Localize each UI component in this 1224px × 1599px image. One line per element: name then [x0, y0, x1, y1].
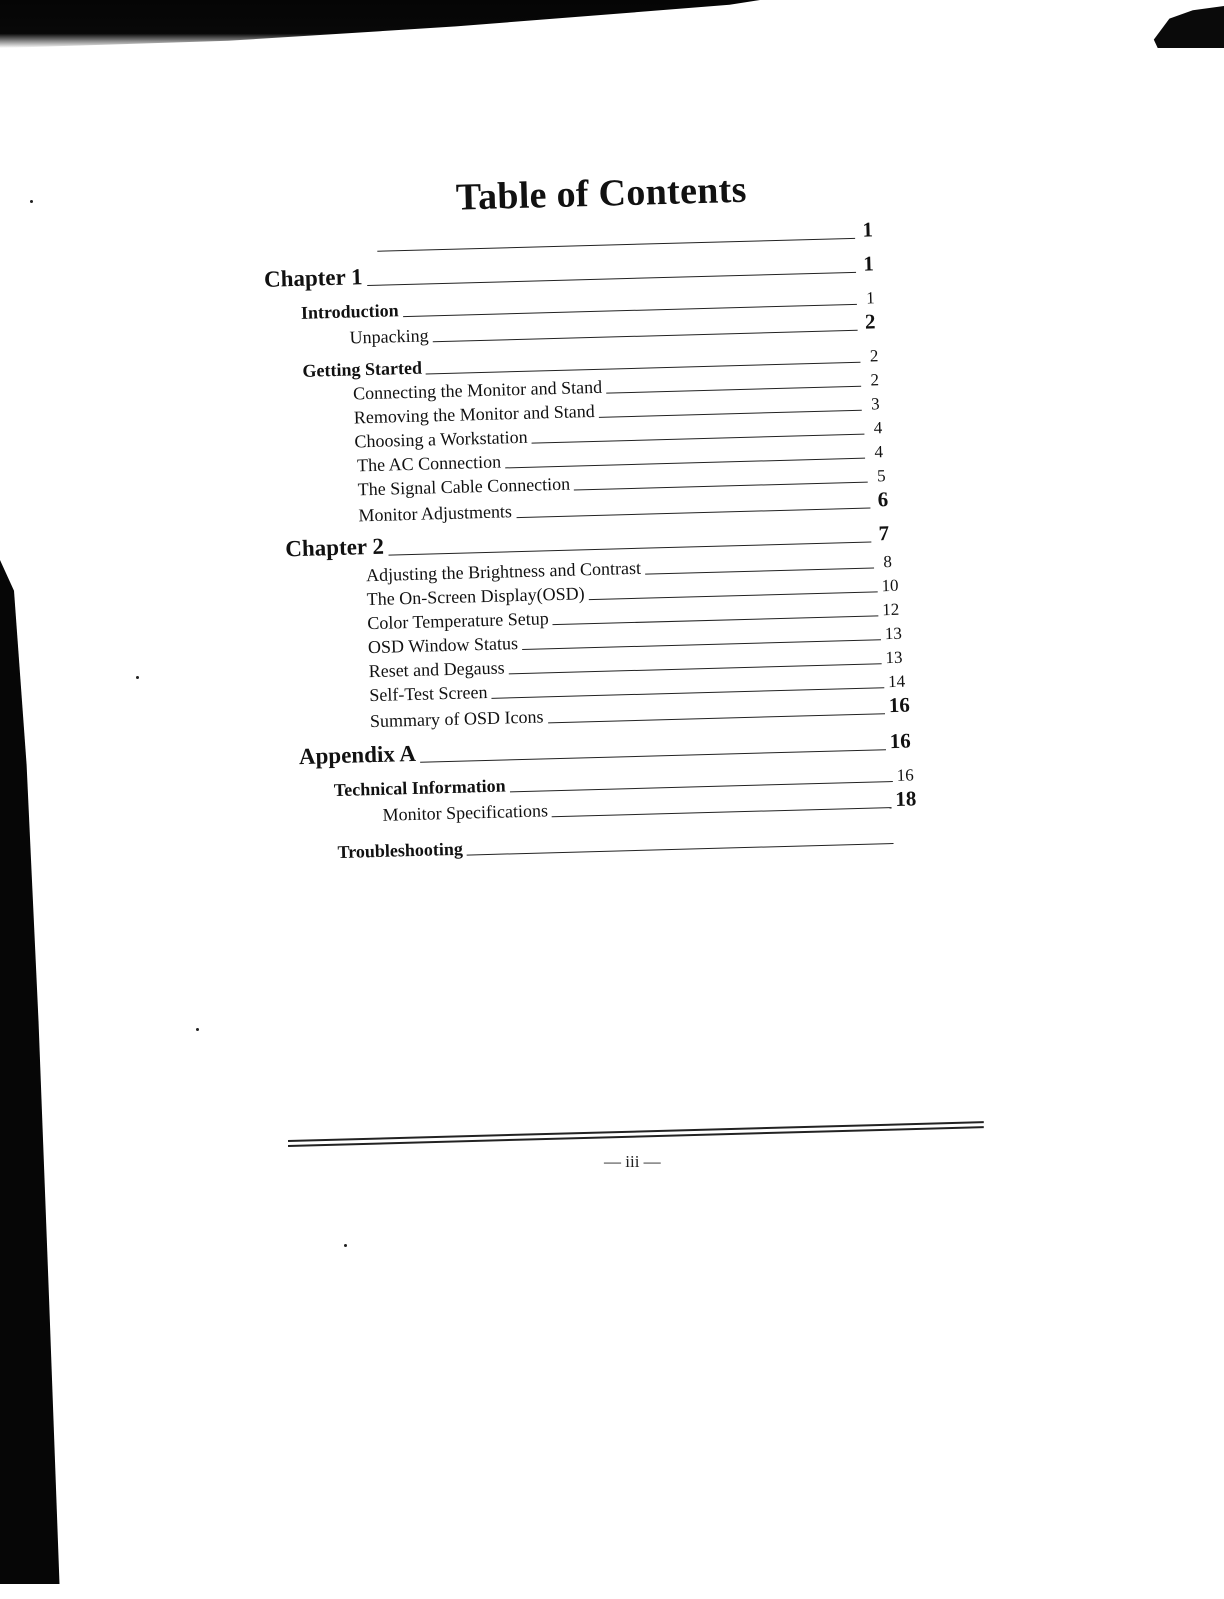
toc-entry-label: The AC Connection — [357, 452, 501, 477]
toc-entry-page: 4 — [868, 418, 883, 438]
toc-entry-label: Chapter 2 — [285, 534, 384, 563]
leader-line — [377, 238, 855, 252]
toc-entry-page: 13 — [885, 648, 903, 668]
toc-entry-page: 4 — [869, 442, 884, 462]
toc-entry-label: Monitor Specifications — [382, 800, 548, 825]
toc-entry-page: 7 — [875, 521, 890, 546]
toc-entry-label: Adjusting the Brightness and Contrast — [366, 558, 641, 586]
toc-entry-label: Troubleshooting — [337, 839, 463, 863]
toc-entry-page: 5 — [871, 466, 886, 486]
toc-entry-label: Getting Started — [302, 358, 422, 382]
toc-entry-label: Removing the Monitor and Stand — [354, 401, 595, 429]
leader-line — [367, 272, 856, 286]
toc-entry-page: 8 — [878, 552, 893, 572]
toc-entry-label: Summary of OSD Icons — [370, 706, 544, 732]
toc-entry-page: 2 — [861, 309, 876, 334]
toc-entry-label: Connecting the Monitor and Stand — [353, 377, 602, 405]
toc-entry[interactable] — [373, 218, 873, 256]
leader-line — [420, 749, 886, 763]
toc-entry-page: 3 — [865, 394, 880, 414]
page-title: Table of Contents — [455, 168, 747, 220]
toc-entry-page: 13 — [885, 624, 903, 644]
toc-entry[interactable] — [337, 824, 911, 864]
toc-entry-label: Choosing a Workstation — [354, 427, 528, 453]
toc-entry-page: 10 — [881, 576, 899, 596]
toc-entry-page: 14 — [888, 672, 906, 692]
toc-entry-label: Monitor Adjustments — [358, 501, 512, 526]
toc-entry-page: 1 — [859, 217, 874, 242]
leader-line — [516, 508, 870, 519]
toc-entry-page: 16 — [889, 729, 911, 755]
leader-line — [433, 330, 858, 342]
leader-line — [548, 713, 885, 723]
toc-entry-page: 1 — [860, 288, 875, 308]
toc-entry-page: 12 — [882, 600, 900, 620]
toc-entry-label: Color Temperature Setup — [367, 608, 549, 634]
toc-entry-label: Technical Information — [334, 775, 506, 801]
toc-entry-label: Introduction — [301, 300, 399, 324]
toc-entry-page: 1 — [859, 251, 874, 276]
toc-entry-page: 16 — [896, 765, 914, 785]
leader-line — [552, 807, 891, 817]
toc-entry-label: The Signal Cable Connection — [357, 474, 570, 501]
toc-entry-page: 16 — [888, 693, 910, 719]
toc-entry-page: 2 — [865, 370, 880, 390]
toc-entry-label: Chapter 1 — [264, 264, 363, 293]
toc-entry-label: Unpacking — [349, 325, 429, 348]
toc-entry-page: 2 — [864, 346, 879, 366]
leader-line — [467, 843, 893, 856]
toc-entry-label: Appendix A — [299, 741, 417, 770]
toc-entry-page: 6 — [874, 487, 889, 512]
toc-entry-label: The On-Screen Display(OSD) — [366, 583, 584, 610]
toc-entry-label: Reset and Degauss — [368, 657, 504, 682]
footer-page-number: — iii — — [604, 1152, 661, 1172]
toc-entry-label: OSD Window Status — [368, 633, 518, 658]
toc-entry-page: 18 — [895, 786, 917, 812]
toc-entry-label: Self-Test Screen — [369, 682, 488, 706]
